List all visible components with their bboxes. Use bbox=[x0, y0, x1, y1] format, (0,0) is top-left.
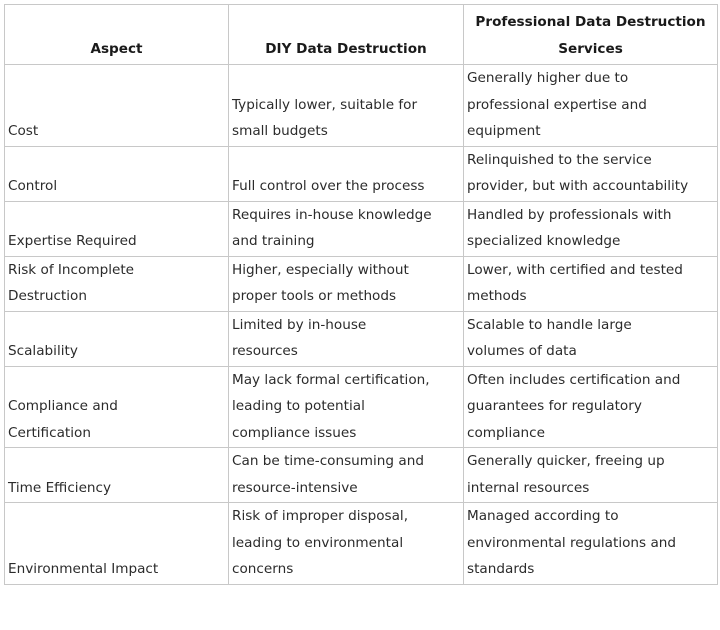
cell-diy bbox=[229, 65, 464, 147]
table-row bbox=[5, 146, 718, 201]
cell-line: methods bbox=[467, 288, 527, 304]
cell-line: concerns bbox=[232, 561, 294, 577]
cell-aspect bbox=[5, 311, 229, 366]
cell-line: Time Efficiency bbox=[8, 479, 112, 496]
cell-line: May lack formal certification, bbox=[232, 371, 430, 388]
cell-line: professional expertise and bbox=[467, 96, 647, 113]
cell-line: proper tools or methods bbox=[232, 288, 397, 304]
cell-line: provider, but with accountability bbox=[467, 178, 689, 194]
header-line: Aspect bbox=[90, 40, 143, 57]
cell-line: resource-intensive bbox=[232, 479, 358, 496]
cell-line: compliance bbox=[467, 424, 545, 441]
cell-diy bbox=[229, 201, 464, 256]
table-row bbox=[5, 366, 718, 448]
cell-line: equipment bbox=[467, 123, 541, 139]
cell-line: guarantees for regulatory bbox=[467, 398, 642, 414]
cell-line: leading to environmental bbox=[232, 534, 404, 551]
cell-line: Generally higher due to bbox=[467, 70, 629, 86]
cell-line: Certification bbox=[8, 424, 91, 441]
cell-line: Relinquished to the service bbox=[467, 151, 652, 168]
cell-professional bbox=[464, 201, 718, 256]
cell-line: Managed according to bbox=[467, 508, 619, 524]
header-line: DIY Data Destruction bbox=[265, 40, 427, 57]
cell-line: Generally quicker, freeing up bbox=[467, 453, 665, 469]
header-line: Services bbox=[558, 40, 623, 57]
cell-aspect bbox=[5, 503, 229, 585]
table-row bbox=[5, 201, 718, 256]
header-professional bbox=[464, 5, 718, 65]
cell-line: environmental regulations and bbox=[467, 534, 677, 551]
cell-line: Scalability bbox=[8, 343, 78, 359]
cell-line: volumes of data bbox=[467, 343, 577, 359]
cell-line: Compliance and bbox=[8, 398, 118, 414]
cell-professional bbox=[464, 448, 718, 503]
cell-diy bbox=[229, 311, 464, 366]
cell-line: specialized knowledge bbox=[467, 233, 621, 249]
table-row bbox=[5, 256, 718, 311]
cell-line: compliance issues bbox=[232, 424, 357, 441]
cell-aspect bbox=[5, 256, 229, 311]
cell-aspect bbox=[5, 65, 229, 147]
cell-line: leading to potential bbox=[232, 398, 365, 414]
table-row bbox=[5, 448, 718, 503]
cell-aspect bbox=[5, 366, 229, 448]
cell-diy bbox=[229, 503, 464, 585]
cell-line: small budgets bbox=[232, 123, 328, 139]
cell-line: Handled by professionals with bbox=[467, 206, 672, 223]
cell-professional bbox=[464, 503, 718, 585]
cell-line: resources bbox=[232, 343, 298, 359]
cell-line: Environmental Impact bbox=[8, 561, 159, 577]
cell-line: Higher, especially without bbox=[232, 261, 409, 278]
cell-line: Can be time-consuming and bbox=[232, 453, 424, 469]
cell-diy bbox=[229, 366, 464, 448]
cell-diy bbox=[229, 256, 464, 311]
cell-professional bbox=[464, 256, 718, 311]
cell-professional bbox=[464, 65, 718, 147]
cell-diy bbox=[229, 448, 464, 503]
cell-line: Full control over the process bbox=[232, 178, 425, 194]
cell-line: Risk of improper disposal, bbox=[232, 508, 409, 524]
cell-line: standards bbox=[467, 561, 535, 577]
cell-professional bbox=[464, 366, 718, 448]
header-row bbox=[5, 5, 718, 65]
table-row bbox=[5, 311, 718, 366]
cell-line: Destruction bbox=[8, 288, 87, 304]
header-line: Professional Data Destruction bbox=[475, 14, 706, 30]
cell-line: Control bbox=[8, 178, 58, 194]
header-aspect bbox=[5, 5, 229, 65]
cell-aspect bbox=[5, 448, 229, 503]
cell-diy bbox=[229, 146, 464, 201]
cell-line: Lower, with certified and tested bbox=[467, 261, 683, 278]
table-row bbox=[5, 503, 718, 585]
cell-line: Risk of Incomplete bbox=[8, 261, 135, 278]
cell-aspect bbox=[5, 146, 229, 201]
cell-line: Requires in-house knowledge bbox=[232, 206, 432, 223]
table-row bbox=[5, 65, 718, 147]
cell-line: Expertise Required bbox=[8, 233, 137, 249]
cell-line: internal resources bbox=[467, 479, 590, 496]
cell-line: Limited by in-house bbox=[232, 316, 367, 333]
cell-line: Typically lower, suitable for bbox=[232, 96, 418, 113]
cell-aspect bbox=[5, 201, 229, 256]
cell-line: Cost bbox=[8, 123, 39, 139]
header-diy bbox=[229, 5, 464, 65]
cell-line: Scalable to handle large bbox=[467, 316, 632, 333]
cell-line: Often includes certification and bbox=[467, 371, 681, 388]
cell-line: and training bbox=[232, 233, 315, 249]
cell-professional bbox=[464, 146, 718, 201]
comparison-table bbox=[4, 4, 718, 585]
cell-professional bbox=[464, 311, 718, 366]
